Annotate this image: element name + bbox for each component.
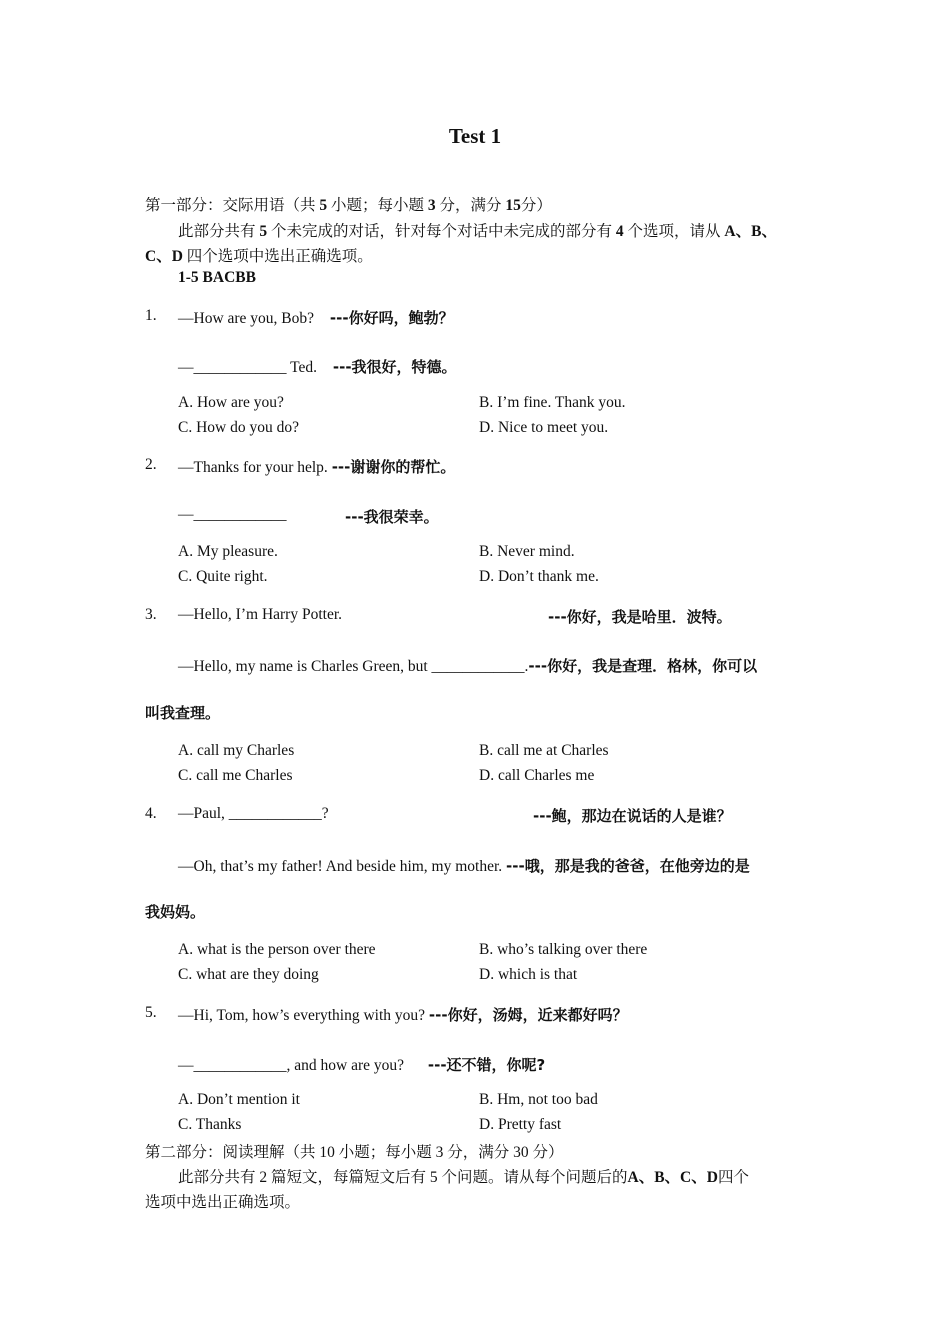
option-c[interactable]: C. How do you do? xyxy=(178,419,299,436)
part2-intro-options: A、B、C、D xyxy=(627,1169,718,1186)
dialogue-text: —Thanks for your help. xyxy=(178,459,328,476)
option-b[interactable]: B. call me at Charles xyxy=(479,742,609,759)
option-d[interactable]: D. Don’t thank me. xyxy=(479,568,599,585)
option-d[interactable]: D. which is that xyxy=(479,966,578,983)
question-number: 4. xyxy=(145,805,157,822)
dialogue-translation: ---你好，汤姆，近来都好吗？ xyxy=(428,1006,628,1024)
dialogue-translation: ---还不错，你呢? xyxy=(427,1056,546,1074)
dialogue-translation: ---你好，我是哈里．波特。 xyxy=(548,608,732,626)
question-number: 1. xyxy=(145,307,157,324)
option-b[interactable]: B. Never mind. xyxy=(479,543,575,560)
question-response xyxy=(178,1054,545,1075)
option-d[interactable]: D. call Charles me xyxy=(479,767,595,784)
dialogue-translation-cont: 叫我查理。 xyxy=(145,704,221,722)
part1-heading-text: 第一部分：交际用语（共 xyxy=(145,197,316,214)
part1-intro-options-2: C、D xyxy=(145,248,183,265)
answer-key: 1-5 BACBB xyxy=(178,269,256,286)
part1-points-each: 3 xyxy=(427,197,436,214)
option-a[interactable]: A. what is the person over there xyxy=(178,941,376,958)
dialogue-translation: ---我很好，特德。 xyxy=(332,358,457,376)
part1-question-count: 5 xyxy=(319,197,328,214)
option-b[interactable]: B. who’s talking over there xyxy=(479,941,648,958)
part1-points-total: 15 xyxy=(505,197,521,214)
option-a[interactable]: A. How are you? xyxy=(178,394,284,411)
question-line: —Paul, ____________? xyxy=(178,805,329,822)
option-a[interactable]: A. Don’t mention it xyxy=(178,1091,300,1108)
question-number: 3. xyxy=(145,606,157,623)
question-line xyxy=(178,1004,628,1025)
question-line xyxy=(178,456,455,477)
option-b[interactable]: B. I’m fine. Thank you. xyxy=(479,394,626,411)
question-line xyxy=(178,307,454,328)
option-b[interactable]: B. Hm, not too bad xyxy=(479,1091,598,1108)
question-response xyxy=(178,855,750,876)
dialogue-translation: ---谢谢你的帮忙。 xyxy=(331,458,456,476)
question-line: —Hello, I’m Harry Potter. xyxy=(178,606,343,623)
dialogue-translation: ---你好，我是查理．格林，你可以 xyxy=(528,657,758,675)
option-c[interactable]: C. what are they doing xyxy=(178,966,319,983)
page-title: Test 1 xyxy=(448,124,502,148)
part1-intro-count: 5 xyxy=(259,223,268,240)
part2-intro-text: 此部分共有 2 篇短文，每篇短文后有 5 个问题。请从每个问题后的 xyxy=(178,1169,628,1186)
part2-intro-text-2: 四个 xyxy=(717,1169,749,1186)
part1-intro-text: 此部分共有 xyxy=(178,223,256,240)
dialogue-translation-cont: 我妈妈。 xyxy=(145,903,206,921)
part1-intro-text-3: 个选项，请从 xyxy=(627,223,721,240)
option-a[interactable]: A. call my Charles xyxy=(178,742,295,759)
part1-heading-text-2: 小题；每小题 xyxy=(331,197,425,214)
dialogue-translation: ---鲍，那边在说话的人是谁？ xyxy=(533,807,732,825)
part1-intro-line2 xyxy=(145,244,373,266)
dialogue-translation: ---你好吗，鲍勃？ xyxy=(329,309,454,327)
part2-heading: 第二部分：阅读理解（共 10 小题；每小题 3 分，满分 30 分） xyxy=(145,1144,564,1161)
part2-intro-line2: 选项中选出正确选项。 xyxy=(145,1194,301,1211)
option-d[interactable]: D. Pretty fast xyxy=(479,1116,562,1133)
part1-intro-text-2: 个未完成的对话，针对每个对话中未完成的部分有 xyxy=(271,223,613,240)
option-d[interactable]: D. Nice to meet you. xyxy=(479,419,609,436)
part1-intro-line1 xyxy=(178,219,777,241)
part1-heading-text-3: 分，满分 xyxy=(439,197,502,214)
part1-intro-options: A、B、 xyxy=(724,223,777,240)
dialogue-translation: ---我很荣幸。 xyxy=(345,508,439,526)
question-number: 5. xyxy=(145,1004,157,1021)
dialogue-text: —Hi, Tom, how’s everything with you? xyxy=(178,1007,426,1024)
question-response: —____________ xyxy=(178,506,287,523)
option-c[interactable]: C. Thanks xyxy=(178,1116,242,1133)
question-number: 2. xyxy=(145,456,157,473)
part2-intro-line1 xyxy=(178,1165,749,1187)
option-a[interactable]: A. My pleasure. xyxy=(178,543,278,560)
part1-intro-text-4: 四个选项中选出正确选项。 xyxy=(186,248,373,265)
dialogue-text: —Hello, my name is Charles Green, but ____________. xyxy=(178,658,529,675)
part1-intro-option-count: 4 xyxy=(615,223,624,240)
dialogue-text: —____________, and how are you? xyxy=(178,1057,404,1074)
option-c[interactable]: C. Quite right. xyxy=(178,568,268,585)
dialogue-translation: ---哦，那是我的爸爸，在他旁边的是 xyxy=(506,857,750,875)
option-c[interactable]: C. call me Charles xyxy=(178,767,293,784)
dialogue-text: —How are you, Bob? xyxy=(178,310,315,327)
dialogue-text: —Oh, that’s my father! And beside him, my mother. xyxy=(178,858,503,875)
dialogue-text: —____________ Ted. xyxy=(178,359,317,376)
question-response xyxy=(178,356,457,377)
part1-heading-text-4: 分） xyxy=(520,197,552,214)
part1-heading xyxy=(145,193,552,215)
question-response xyxy=(178,655,757,676)
